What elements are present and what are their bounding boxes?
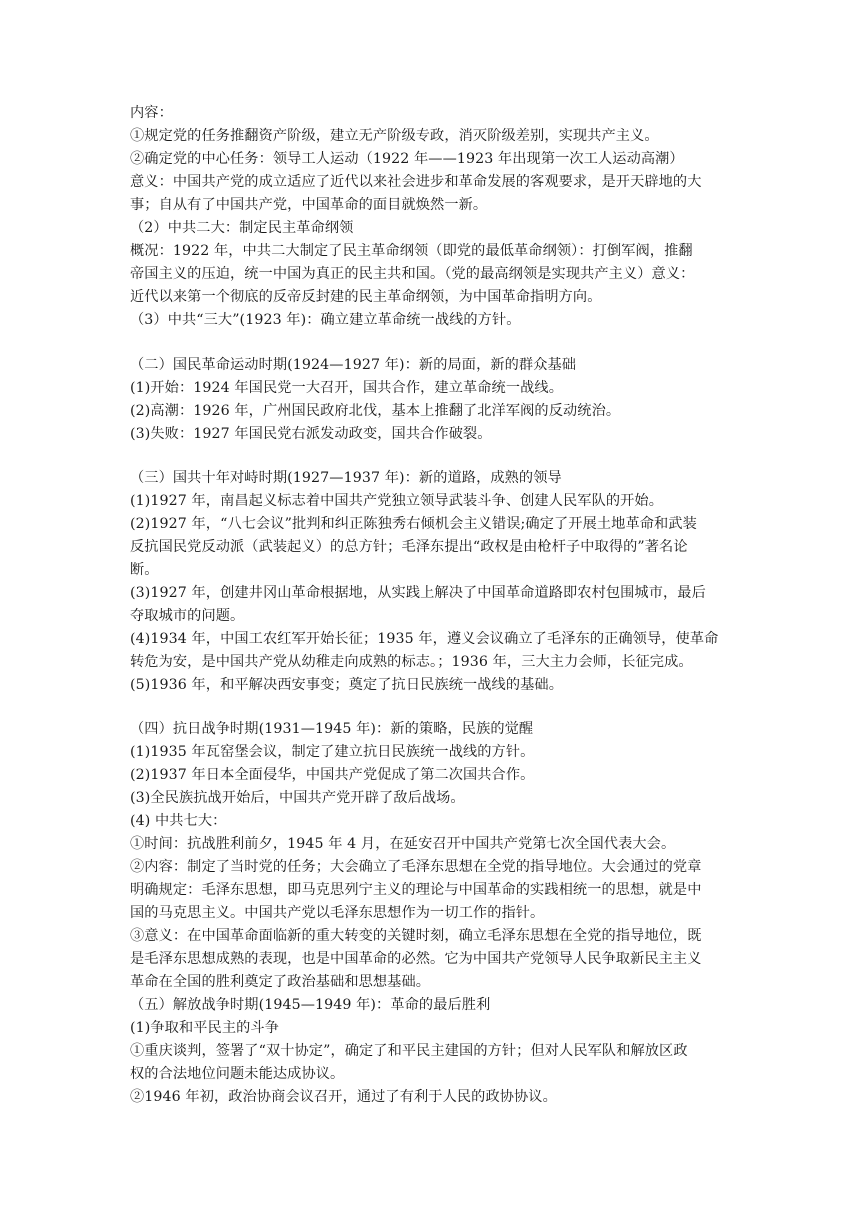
text-line: 是毛泽东思想成熟的表现，也是中国革命的必然。它为中国共产党领导人民争取新民主主义 [130, 951, 702, 967]
text-line: (5)1936 年，和平解决西安事变；奠定了抗日民族统一战线的基础。 [130, 677, 563, 693]
text-line: (1)1935 年瓦窑堡会议，制定了建立抗日民族统一战线的方针。 [130, 744, 535, 760]
text-line: ②内容：制定了当时党的任务；大会确立了毛泽东思想在全党的指导地位。大会通过的党章 [130, 859, 702, 875]
text-line: 转危为安，是中国共产党从幼稚走向成熟的标志。；1936 年，三大主力会师，长征完成。 [130, 654, 693, 670]
text-line: 明确规定：毛泽东思想，即马克思列宁主义的理论与中国革命的实践相统一的思想，就是中 [130, 882, 702, 898]
text-line: ③意义：在中国革命面临新的重大转变的关键时刻，确立毛泽东思想在全党的指导地位，既 [130, 928, 702, 944]
text-line: （2）中共二大：制定民主革命纲领 [130, 220, 354, 236]
section-heading: （三）国共十年对峙时期(1927—1937 年)：新的道路，成熟的领导 [130, 470, 562, 486]
text-line: 反抗国民党反动派（武装起义）的总方针；毛泽东提出“政权是由枪杆子中取得的”著名论 [130, 539, 688, 555]
text-line: (3)全民族抗战开始后，中国共产党开辟了敌后战场。 [130, 790, 465, 806]
text-line: (4)1934 年，中国工农红军开始长征；1935 年，遵义会议确立了毛泽东的正确领导，使革命 [130, 631, 719, 647]
text-line: 近代以来第一个彻底的反帝反封建的民主革命纲领，为中国革命指明方向。 [130, 289, 602, 305]
text-line: 概况：1922 年，中共二大制定了民主革命纲领（即党的最低革命纲领）：打倒军阀，推翻 [130, 243, 693, 259]
text-line: (1)开始：1924 年国民党一大召开，国共合作，建立革命统一战线。 [130, 380, 563, 396]
text-line: ①规定党的任务推翻资产阶级，建立无产阶级专政，消灭阶级差别，实现共产主义。 [130, 128, 659, 144]
text-line: 革命在全国的胜利奠定了政治基础和思想基础。 [130, 974, 431, 990]
section-heading: （五）解放战争时期(1945—1949 年)：革命的最后胜利 [130, 997, 491, 1013]
text-line: ②1946 年初，政治协商会议召开，通过了有利于人民的政协协议。 [130, 1089, 557, 1105]
text-line: 帝国主义的压迫，统一中国为真正的民主共和国。（党的最高纲领是实现共产主义）意义： [130, 266, 695, 282]
text-line: 国的马克思主义。中国共产党以毛泽东思想作为一切工作的指针。 [130, 905, 545, 921]
section-heading: （二）国民革命运动时期(1924—1927 年)：新的局面，新的群众基础 [130, 357, 577, 373]
text-line: ①重庆谈判，签署了“双十协定”，确定了和平民主建国的方针；但对人民军队和解放区政 [130, 1043, 688, 1059]
text-line: 事；自从有了中国共产党，中国革命的面目就焕然一新。 [130, 197, 488, 213]
text-line: (3)1927 年，创建井冈山革命根据地，从实践上解决了中国革命道路即农村包围城市，最后 [130, 585, 706, 601]
text-line: (2)高潮：1926 年，广州国民政府北伐，基本上推翻了北洋军阀的反动统治。 [130, 403, 621, 419]
text-line: 意义：中国共产党的成立适应了近代以来社会进步和革命发展的客观要求，是开天辟地的大 [130, 174, 702, 190]
text-line: (1)争取和平民主的斗争 [130, 1020, 279, 1036]
text-line: 夺取城市的问题。 [130, 608, 245, 624]
text-line: (2)1927 年，“八七会议”批判和纠正陈独秀右倾机会主义错误;确定了开展土地革命和武装 [130, 516, 697, 532]
text-line: (2)1937 年日本全面侵华，中国共产党促成了第二次国共合作。 [130, 767, 535, 783]
text-line: ①时间：抗战胜利前夕，1945 年 4 月，在延安召开中国共产党第七次全国代表大会。 [130, 836, 676, 852]
text-line: 断。 [130, 562, 159, 578]
text-line: ②确定党的中心任务：领导工人运动（1922 年——1923 年出现第一次工人运动高潮） [130, 151, 684, 167]
text-line: （3）中共“三大”(1923 年)：确立建立革命统一战线的方针。 [130, 312, 521, 328]
text-line: (4) 中共七大： [130, 813, 227, 829]
text-line: 权的合法地位问题未能达成协议。 [130, 1066, 345, 1082]
text-line: (3)失败：1927 年国民党右派发动政变，国共合作破裂。 [130, 426, 492, 442]
section-heading: （四）抗日战争时期(1931—1945 年)：新的策略，民族的觉醒 [130, 721, 534, 737]
text-line: (1)1927 年，南昌起义标志着中国共产党独立领导武装斗争、创建人民军队的开始。 [130, 493, 664, 509]
text-line: 内容： [130, 105, 173, 121]
